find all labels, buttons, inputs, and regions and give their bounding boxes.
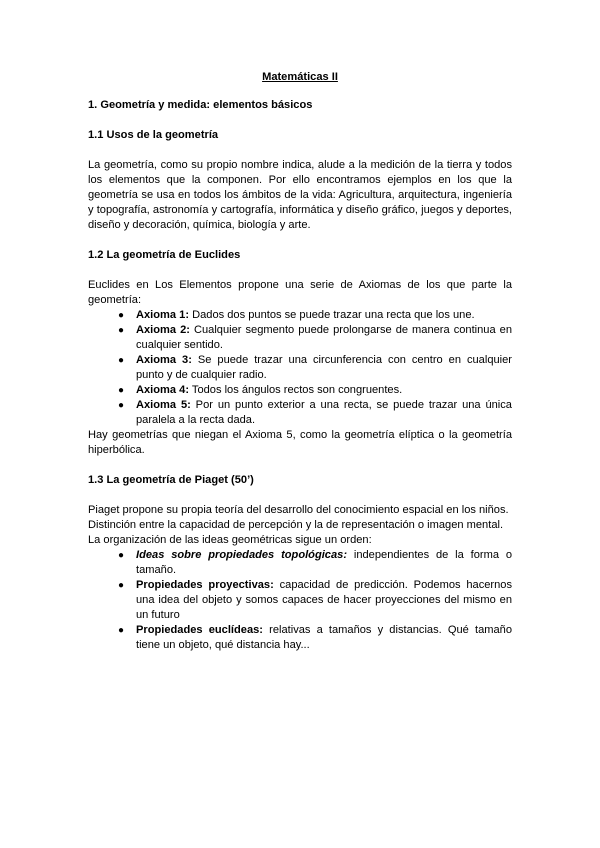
list-item-term: Ideas sobre propiedades topológicas: <box>136 549 348 561</box>
bullet-icon: ● <box>118 310 125 321</box>
list-item-text: Cualquier segmento puede prolongarse de manera continua en cualquier sentido. <box>136 324 512 351</box>
list-item-text: Dados dos puntos se puede trazar una recta que los une. <box>189 309 475 321</box>
list-item-term: Propiedades proyectivas: <box>136 579 274 591</box>
section-euclides <box>88 248 512 458</box>
list-item-text: Por un punto exterior a una recta, se puede trazar una única paralela a la recta dada. <box>136 399 512 426</box>
section-heading-euclides: 1.2 La geometría de Euclides <box>88 249 241 261</box>
section-piaget <box>88 473 512 653</box>
list-item <box>118 353 512 383</box>
section-heading-usos: 1.1 Usos de la geometría <box>88 129 219 141</box>
list-item-text: Se puede trazar una circunferencia con centro en cualquier punto y de cualquier radio. <box>136 354 512 381</box>
chapter-heading: 1. Geometría y medida: elementos básicos <box>88 99 313 111</box>
list-item-term: Axioma 2: <box>136 324 190 336</box>
list-item-text: relativas a tamaños y distancias. Qué tamaño tiene un objeto, qué distancia hay... <box>136 624 512 651</box>
bullet-icon: ● <box>118 355 125 366</box>
bullet-icon: ● <box>118 385 125 396</box>
section-usos <box>88 128 512 233</box>
list-item <box>118 548 513 578</box>
list-item-text: independientes de la forma o tamaño. <box>136 549 513 576</box>
paragraph-euclides-closing: Hay geometrías que niegan el Axioma 5, como la geometría elíptica o la geometría hiperbólica. <box>88 429 512 456</box>
list-item-term: Axioma 4: <box>136 384 190 396</box>
paragraph-piaget-3: La organización de las ideas geométricas sigue un orden: <box>88 534 372 546</box>
list-item-term: Axioma 5: <box>136 399 191 411</box>
bullet-icon: ● <box>118 580 125 591</box>
list-item-term: Propiedades euclídeas: <box>136 624 263 636</box>
properties-list <box>88 548 512 653</box>
list-item-term: Axioma 1: <box>136 309 190 321</box>
list-item-text: Todos los ángulos rectos son congruentes. <box>189 384 403 396</box>
list-item <box>118 323 512 353</box>
bullet-icon: ● <box>118 625 125 636</box>
list-item-term: Axioma 3: <box>136 354 192 366</box>
list-item <box>118 308 512 323</box>
axioms-list <box>88 308 512 428</box>
bullet-icon: ● <box>118 550 125 561</box>
document-title: Matemáticas II <box>262 71 338 83</box>
list-item <box>118 398 512 428</box>
bullet-icon: ● <box>118 325 125 336</box>
paragraph-piaget-2: Distinción entre la capacidad de percepción y la de representación o imagen mental. <box>88 519 504 531</box>
section-heading-piaget: 1.3 La geometría de Piaget (50’) <box>88 474 254 486</box>
list-item <box>118 623 512 653</box>
list-item <box>118 383 512 398</box>
paragraph-piaget-1: Piaget propone su propia teoría del desarrollo del conocimiento espacial en los niños. <box>88 504 509 516</box>
list-item-text: capacidad de predicción. Podemos hacernos una idea del objeto y somos capaces de hacer proyecciones del mismo en un futuro <box>136 579 512 621</box>
paragraph-usos: La geometría, como su propio nombre indica, alude a la medición de la tierra y todos los elementos que la componen. Por ello encontramos ejemplos en los que la geometría se usa en todos los ámbitos de la vida: Agricultura, arquitectura, ingeniería y topografía, astronomía y cartografía, informática y diseño gráfico, juegos y deportes, diseño y decoración, química, biología y arte. <box>88 159 512 231</box>
bullet-icon: ● <box>118 400 125 411</box>
list-item <box>118 578 512 623</box>
paragraph-euclides-intro: Euclides en Los Elementos propone una serie de Axiomas de los que parte la geometría: <box>88 279 512 306</box>
